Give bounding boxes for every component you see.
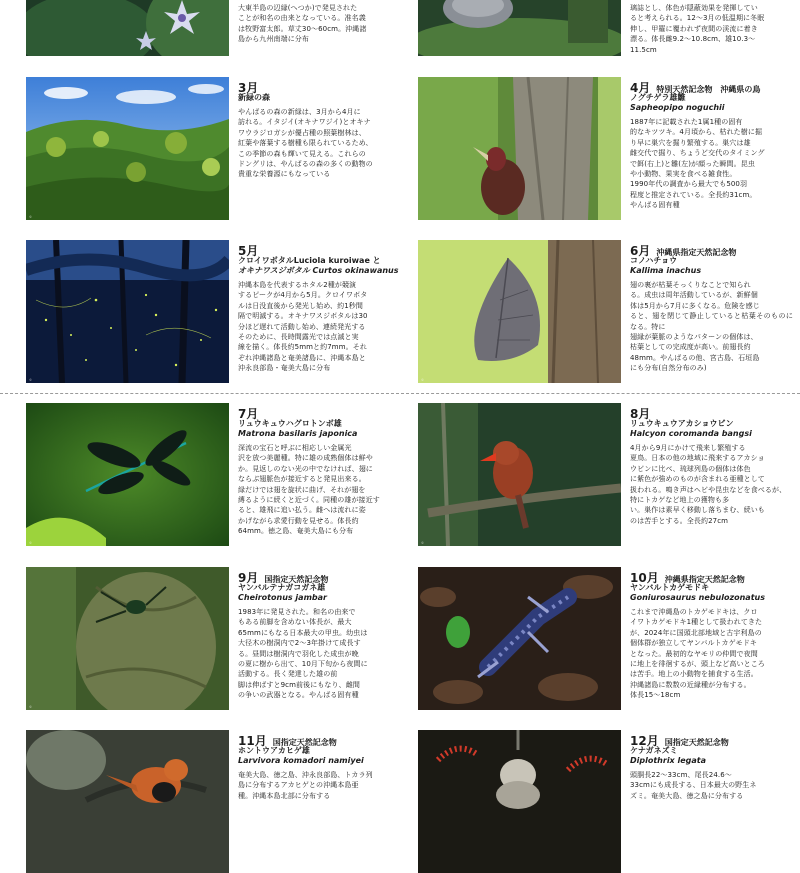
species-name: クロイワボタルLuciola kuroiwae と: [238, 256, 381, 265]
woodpecker-photo: [418, 77, 621, 220]
species-name: ヤンバルテナガコガネ雄: [238, 583, 326, 592]
turtle-photo: [418, 0, 621, 56]
scientific-name: Diplothrix legata: [630, 756, 707, 765]
entry-description: 翅の裏が枯葉そっくりなことで知られ る。成虫は周年活動しているが、新鮮個 体は5月から7月に多くなる。危険を感じ ると、翅を閉じて静止していると枯葉そのものになる。特に 翅縁が葉脈のようなパターンの個体は、 枯葉としての完成度が高い。前翅長約 48mm。やんばるの他、宮古島、石垣島 にも分布(自然分布のみ): [630, 281, 793, 373]
designation-badge: 国指定天然記念物: [272, 738, 337, 747]
entry-description: 深流の宝石と呼ぶに相応しい金属光 沢を放つ美麗種。特に雄の成熟個体は鮮や か。見返しのない光の中でなければ、翅に ならぶ翅脈色が接近すると発見出来る。 緑だけでは翅を旋状に曲げ、それが翅を 縛るように続くと近づく。同種の雄が接近す ると、雄飛に追い払う。雌へは流れに姿 かげながら求愛行動を見せる。体長約 64mm。徳之島、奄美大島にも分布: [238, 444, 380, 536]
scientific-name: オキナワスジボタル Curtos okinawanus: [238, 266, 399, 275]
butterfly-photo: ©: [418, 240, 621, 383]
scientific-name: Sapheopipo noguchii: [630, 103, 725, 112]
species-name: リュウキュウハグロトンボ雄: [238, 419, 342, 428]
scientific-name: Goniurosaurus nebulozonatus: [630, 593, 765, 602]
damselfly-photo: ©: [26, 403, 229, 546]
species-name: リュウキュウアカショウビン: [630, 419, 734, 428]
page-divider: [0, 393, 800, 394]
entry-description: これまで沖縄島のトカゲモドキは、クロ イワトカゲモドキ1種として扱われてきた が、2024年に国頭北部地域と古宇利島の 個体群が独立してヤンバルトカゲモドキ となった。最初的なヤモリの仲間で夜間 に地上を徘徊するが、頭上など高いところ は苦手。地上の小動物を捕食する生活。 沖縄諸島に数数の近縁種が分布する。 体長15〜18cm: [630, 608, 765, 700]
robin-photo: [26, 730, 229, 873]
scientific-name: Halcyon coromanda bangsi: [630, 429, 752, 438]
month-label: 9月: [238, 571, 259, 585]
entry-description: 奄美大島、徳之島、沖永良部島、トカラ列 島に分布するアカヒゲとの沖縄本島亜 種。沖縄本島北部に分布する: [238, 771, 373, 800]
kingfisher-photo: ©: [418, 403, 621, 546]
designation-badge: 国指定天然記念物: [664, 738, 729, 747]
entry-description: 沖縄本島を代表するホタル2種が競演 するピークが4月から5月。クロイワボタ ルは日没直後から発光し始め、約1秒間 隔で明滅する。オキナワスジボタルは30 分ほど遅れて活動し始め、連続発光する そのために、長時間露光では点滅と実 線を描く。体長約5mmと約7mm。それ ぞれ沖縄諸島と奄美諸島に、沖縄本島と 沖永良部島・奄美大島に分布: [238, 281, 368, 373]
entry-description: やんばるの森の新緑は、3月から4月に 訪れる。イタジイ(オキナワジイ)とオキナ ワウラジロガシが優占種の照葉樹林は、 紅葉や落葉する樹種も限られているため、 この季節の森も輝いて見える。これらの ドングリは、やんばるの森の多くの動物の 貴重な栄養源にもなっている: [238, 108, 373, 179]
designation-badge: 沖縄県指定天然記念物: [656, 248, 737, 257]
entry-description: 4月から9月にかけて飛来し繁殖する 夏鳥。日本の他の地域に飛来するアカショ ウビンに比べ、琉球列島の個体は体色 に紫色が強めのものが含まれる亜種として 扱われる。鳴き声はヘビや昆虫などを食べるが、 特にトカゲなど地上の獲物も多 い。巣作は素早く移動し落ちまむ、続いも のは苦手とする。全長約27cm: [630, 444, 787, 525]
month-label: 6月: [630, 244, 651, 258]
species-name: ホントウアカヒゲ雄: [238, 746, 310, 755]
rat-photo: [418, 730, 621, 873]
month-label: 4月: [630, 81, 651, 95]
forest-photo: ©: [26, 77, 229, 220]
designation-badge: 国指定天然記念物: [264, 575, 329, 584]
month-label: 8月: [630, 407, 651, 421]
designation-badge: 特別天然記念物 沖縄県の鳥: [656, 85, 761, 94]
entry-description: 1983年に発見された。和名の由来で もある前脚を含めない体長が、最大 65mmにもなる日本最大の甲虫。幼虫は 大径木の樹洞内で2〜3年掛けて成長す る。昼間は樹洞内で羽化した成虫が晩 の夏に樹から出て、10月下旬から夜間に 活動する。長く発達した雄の前 脚は伸ばすと9cm前後にもなり、雌間 の争いの武器となる。やんばる固有種: [238, 608, 368, 700]
gecko-photo: [418, 567, 621, 710]
month-label: 3月: [238, 81, 259, 95]
species-name: コノハチョウ: [630, 256, 678, 265]
scientific-name: Larvivora komadori namiyei: [238, 756, 364, 765]
month-label: 7月: [238, 407, 259, 421]
entry-description: 頭胴長22〜33cm、尾長24.6〜 33cmにも成長する、日本最大の野生ネ ズミ。奄美大島、徳之島に分布する: [630, 771, 757, 800]
designation-badge: 沖縄県指定天然記念物: [664, 575, 745, 584]
species-name: 新緑の森: [238, 93, 270, 102]
month-label: 12月: [630, 734, 659, 748]
scientific-name: Kallima inachus: [630, 266, 702, 275]
month-label: 11月: [238, 734, 267, 748]
month-label: 10月: [630, 571, 659, 585]
entry-description: 1887年に記載された1属1種の固有 的なキツツキ。4月頃から、枯れた樹に掘 り早に巣穴を掘り繁殖する。巣穴は雄 雌交代で掘り、ちょうど交代のタイミング で餌(右上)と雛(左)が顔った瞬間。昆虫 や小動物、果実を食べる雑食性。 1990年代の調査から最大でも500羽 程度と推定されている。全長約31cm。 やんばる固有種: [630, 118, 765, 210]
beetle-photo: ©: [26, 567, 229, 710]
entry-description: 璃誌とし、体色が隠蔽効果を発揮してい ると考えられる。12〜3月の低温期に冬眠 伸し、甲羅に覆われず夜間の渓流に着き 漂る。体長雌9.2〜10.8cm、雄10.3〜 11.5cm: [630, 4, 765, 54]
species-name: ヤンバルトカゲモドキ: [630, 583, 710, 592]
scientific-name: Cheirotonus jambar: [238, 593, 327, 602]
species-name: ノグチゲラ雄雛: [630, 93, 686, 102]
scientific-name: Matrona basilaris japonica: [238, 429, 358, 438]
species-name: ケナガネズミ: [630, 746, 678, 755]
month-label: 5月: [238, 244, 259, 258]
firefly-photo: ©: [26, 240, 229, 383]
flower-photo: [26, 0, 229, 56]
entry-description: 大東半島の辺縁(へつか)で発見された ことが和名の由来となっている。准名義 は牧野富太郎。草丈30〜60cm。沖縄諸 島から九州南端に分布: [238, 4, 367, 44]
